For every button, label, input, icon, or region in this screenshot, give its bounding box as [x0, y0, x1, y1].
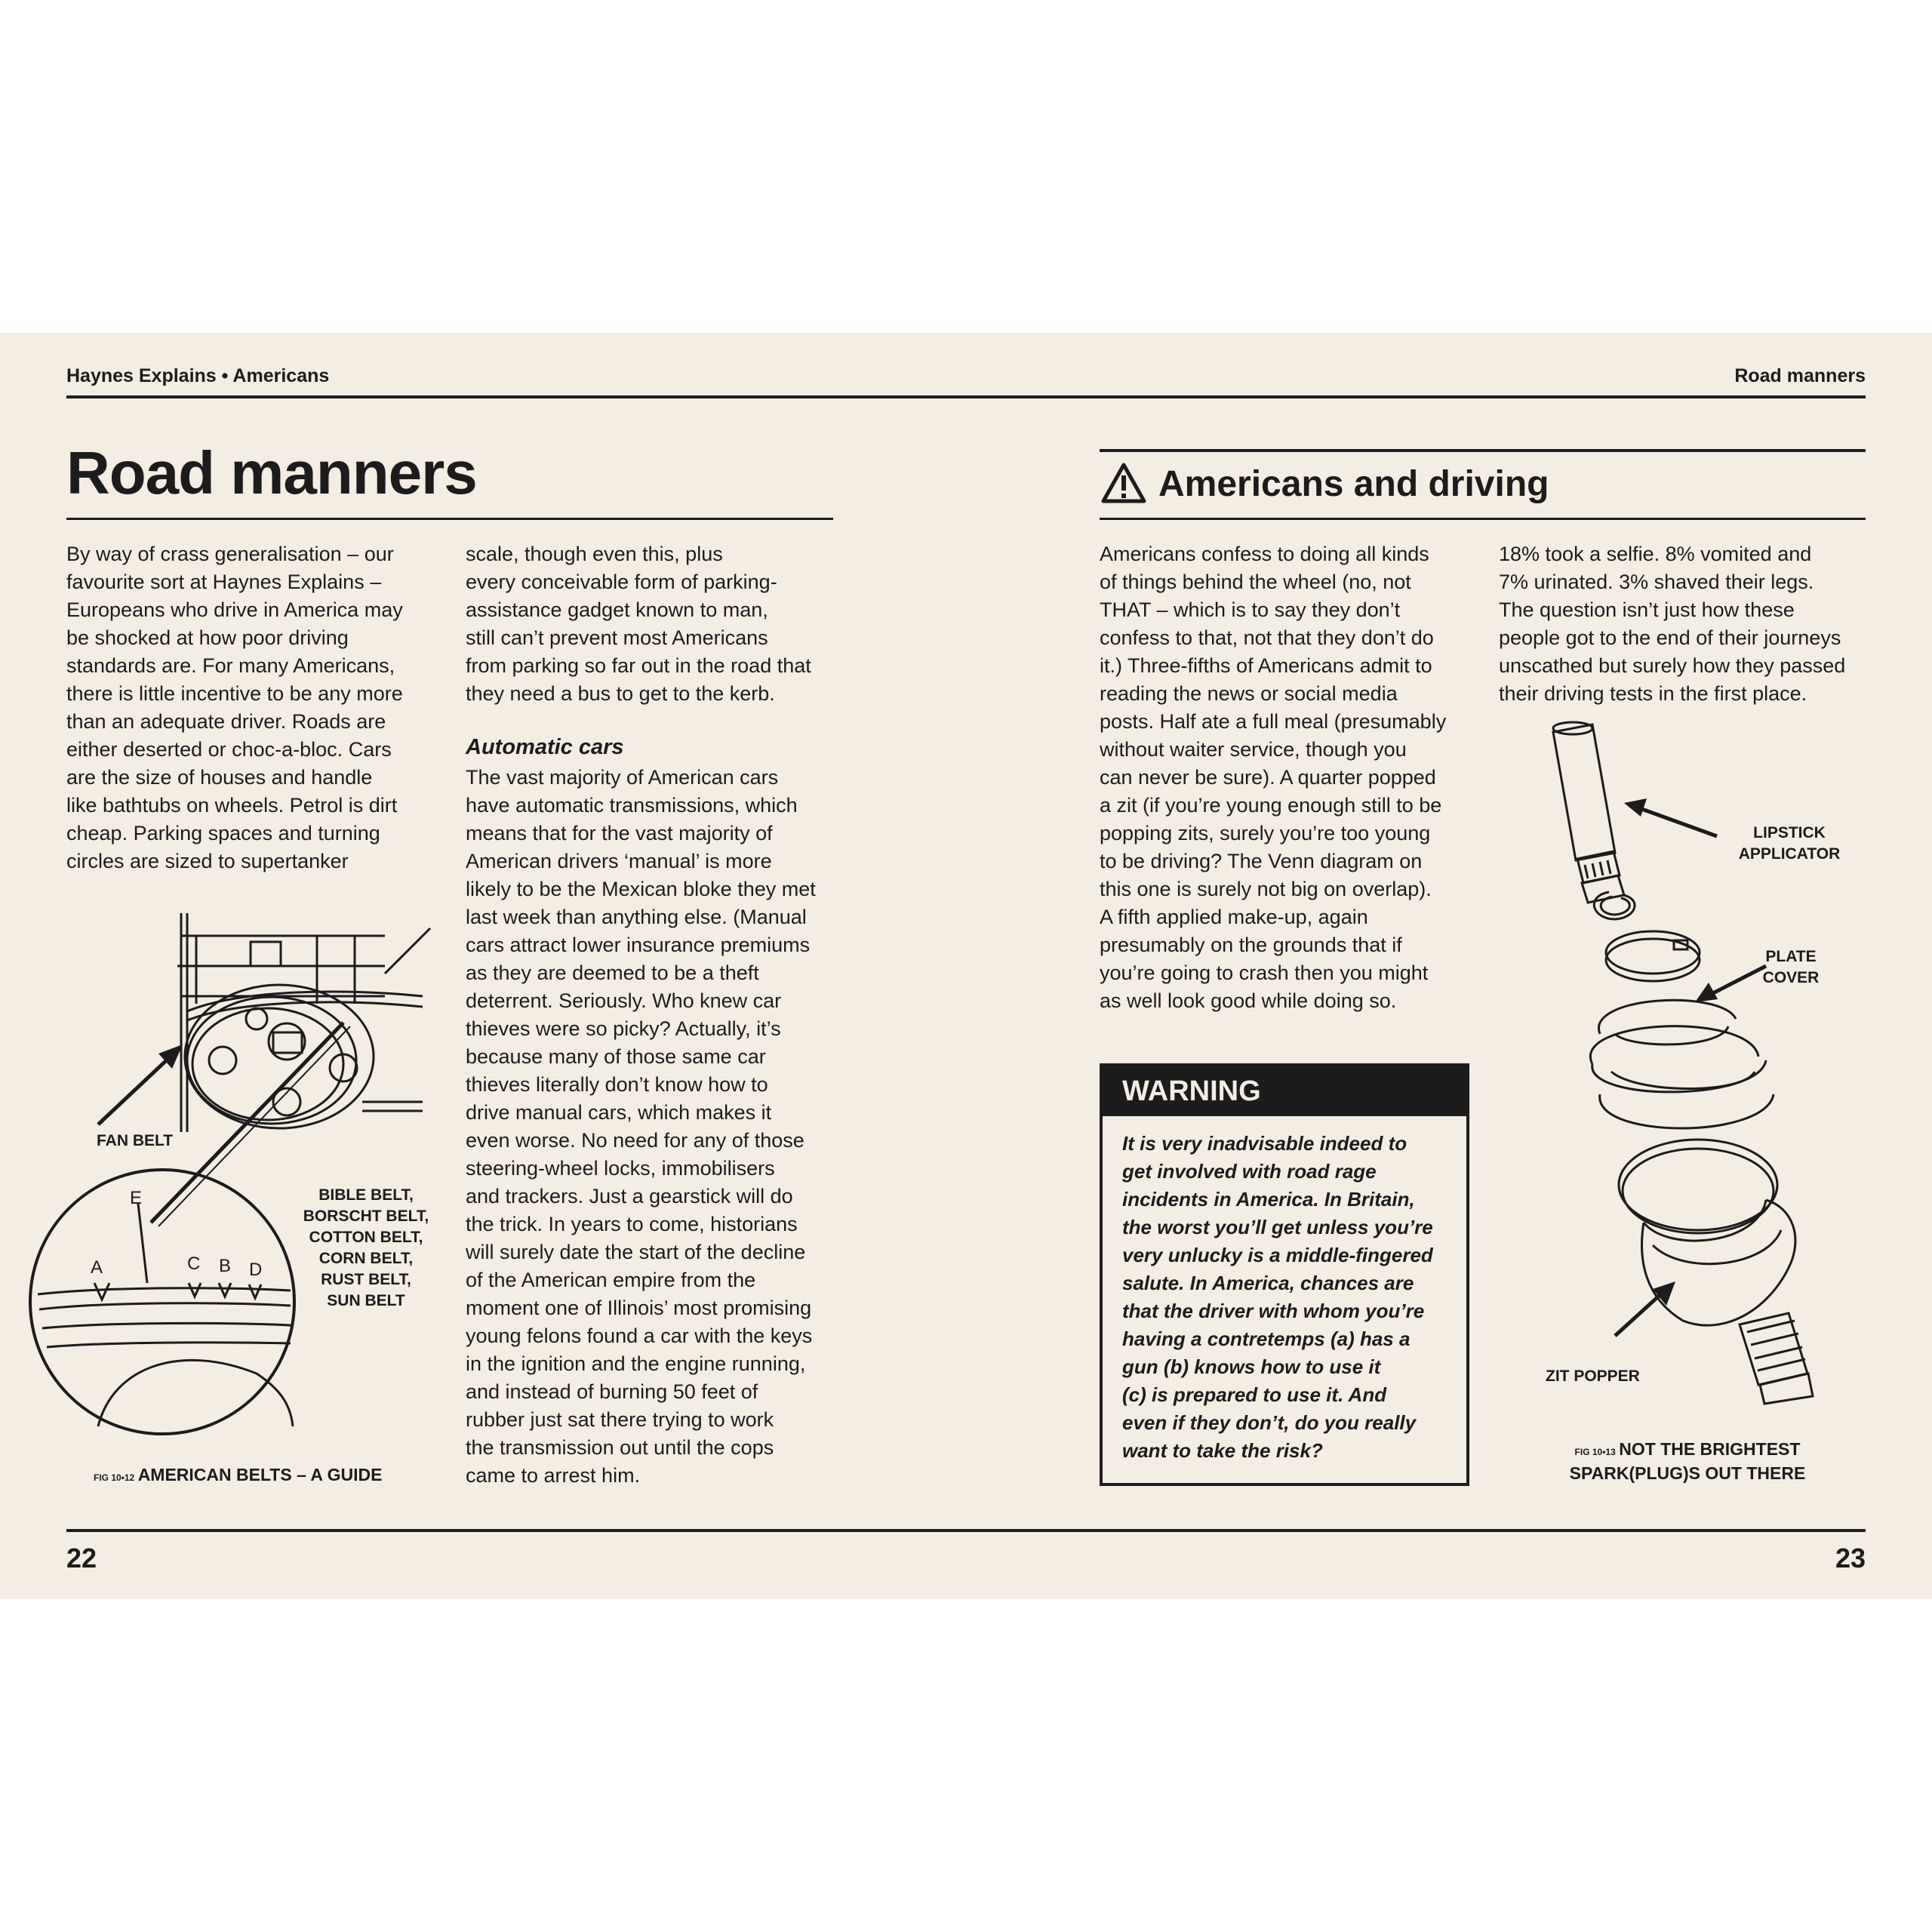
left-page-number: 22: [66, 1543, 97, 1574]
belt-letter-a: A: [91, 1257, 103, 1278]
right-figure-caption: [1559, 1437, 1816, 1485]
left-running-head: Haynes Explains • Americans: [66, 365, 330, 386]
warning-heading: WARNING: [1103, 1066, 1466, 1116]
label-belts-list: BIBLE BELT, BORSCHT BELT, COTTON BELT, CORN BELT, RUST BELT, SUN BELT: [303, 1186, 429, 1309]
belt-letter-b: B: [219, 1256, 232, 1276]
subheading-automatic-cars: Automatic cars: [466, 735, 624, 759]
label-lipstick-applicator: LIPSTICK APPLICATOR: [1738, 824, 1841, 863]
warning-text: It is very inadvisable indeed to get involved with road rage incidents in America. In Britain, the worst you’ll get unless you’re very unlucky is a middle-fingered salute. In America, chances are that the driver with whom you’re having a contretemps (a) has a gun (b) knows how to use it (c) is prepared to use it. And even if they don’t, do you really want to take the risk?: [1122, 1132, 1433, 1462]
bottom-rule: [66, 1529, 1866, 1532]
right-column-1-text: Americans confess to doing all kinds of things behind the wheel (no, not THAT – which is to say they don’t confess to that, not that they don’t do it.) Three-fifths of Americans admit to reading the news or social media posts. Half ate a full meal (presumably without waiter service, though you can never be sure). A quarter popped a zit (if you’re young enough still to be popping zits, surely you’re too young to be driving? The Venn diagram on this one is surely not big on overlap). A fifth applied make-up, again presumably on the grounds that if you’re going to crash then you might as well look good while doing so.: [1100, 543, 1447, 1012]
right-title-underline: [1100, 518, 1866, 520]
right-page-number: 23: [1835, 1543, 1866, 1574]
left-column-1-text: By way of crass generalisation – our favourite sort at Haynes Explains – Europeans who drive in America may be shocked at how poor driving standards are. For many Americans, there is little incentive to be any more than an adequate driver. Roads are either deserted or choc-a-bloc. Cars are the size of houses and handle like bathtubs on wheels. Petrol is dirt cheap. Parking spaces and turning circles are sized to supertanker: [66, 543, 403, 872]
title-underline: [66, 518, 833, 520]
label-zit-popper: ZIT POPPER: [1546, 1367, 1640, 1385]
belt-letter-c: C: [187, 1254, 201, 1274]
belt-letter-e: E: [130, 1188, 143, 1208]
right-column-2-text: 18% took a selfie. 8% vomited and 7% urinated. 3% shaved their legs. The question isn’t just how these people got to the end of their journeys unscathed but surely how they passed their driving tests in the first place.: [1499, 543, 1846, 705]
right-running-head: Road manners: [1734, 365, 1866, 386]
fan-belt-illustration: [30, 906, 453, 1449]
left-column-2-text-top: scale, though even this, plus every conceivable form of parking- assistance gadget known to man, still can’t prevent most Americans from parking so far out in the road that they need a bus to get to the kerb.: [466, 543, 811, 705]
left-column-2-text-bottom: The vast majority of American cars have automatic transmissions, which means that for the vast majority of American drivers ‘manual’ is more likely to be the Mexican bloke they met last week than anything else. (Manual cars attract lower insurance premiums as they are deemed to be a theft deterrent. Seriously. Who knew car thieves were so picky? Actually, it’s because many of those same car thieves literally don’t know how to drive manual cars, which makes it even worse. No need for any of those steering-wheel locks, immobilisers and trackers. Just a gearstick will do the trick. In years to come, historians will surely date the start of the decline of the American empire from the moment one of Illinois’ most promising young felons found a car with the keys in the ignition and the engine running, and instead of burning 50 feet of rubber just sat there trying to work the transmission out until the cops came to arrest him.: [466, 766, 816, 1487]
label-plate-cover: PLATE COVER: [1762, 948, 1820, 986]
left-figure-caption-text: AMERICAN BELTS – A GUIDE: [137, 1465, 383, 1484]
right-figure-number: FIG 10•13: [1574, 1447, 1616, 1457]
right-title-overline: [1100, 449, 1866, 452]
right-section-title: Americans and driving: [1158, 464, 1549, 504]
warning-triangle-icon: [1100, 462, 1147, 504]
label-fan-belt: FAN BELT: [97, 1132, 174, 1149]
warning-box: [1100, 1063, 1469, 1486]
left-figure-number: FIG 10•12: [94, 1472, 135, 1483]
left-figure-caption: [94, 1463, 382, 1487]
cv-joint-illustration: [1540, 717, 1857, 1404]
right-figure-caption-line1: NOT THE BRIGHTEST: [1619, 1439, 1801, 1459]
page-title: Road manners: [66, 439, 477, 506]
right-figure-caption-line2: SPARK(PLUG)S OUT THERE: [1569, 1463, 1806, 1483]
belt-letter-d: D: [249, 1260, 263, 1280]
top-rule: [66, 395, 1866, 398]
